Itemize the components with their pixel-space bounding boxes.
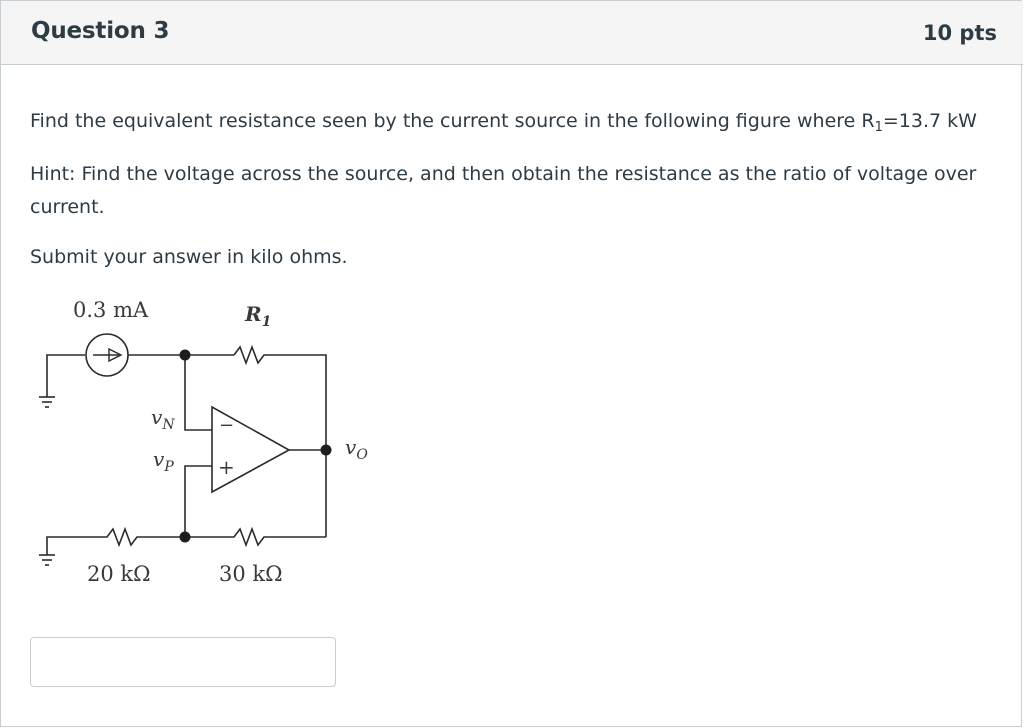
vp-wire xyxy=(185,466,212,537)
node-top xyxy=(180,350,191,361)
circuit-diagram xyxy=(31,287,391,607)
question-points: 10 pts xyxy=(922,21,997,45)
vo-label xyxy=(345,435,368,463)
opamp-minus-sign: − xyxy=(219,415,235,436)
question-title: Question 3 xyxy=(31,18,170,44)
ground-icon-bottom xyxy=(39,555,55,565)
hint-text: Hint: Find the voltage across the source, and then obtain the resistance as the ratio of voltage over current. xyxy=(30,163,977,218)
question-text-suffix: =13.7 kW xyxy=(882,110,977,132)
source-ground-wire xyxy=(47,355,85,397)
r-right-label: 30 kΩ xyxy=(219,562,283,586)
opamp-plus-sign: + xyxy=(218,455,235,479)
output-wire xyxy=(289,450,326,537)
source-label: 0.3 mA xyxy=(73,298,149,322)
r-left-label: 20 kΩ xyxy=(87,562,151,586)
r1-label-main: R xyxy=(245,302,262,326)
question-header xyxy=(1,1,1023,65)
vn-wire xyxy=(185,355,212,430)
vo-label-main: v xyxy=(345,435,357,459)
r1-label-sub: 1 xyxy=(261,314,272,330)
r-right-resistor xyxy=(185,529,326,545)
vn-label xyxy=(151,405,175,433)
question-text-prefix: Find the equivalent resistance seen by the current source in the following figure where R xyxy=(30,110,875,132)
question-text xyxy=(30,105,977,144)
node-bottom xyxy=(180,532,191,543)
submit-instructions: Submit your answer in kilo ohms. xyxy=(30,246,348,268)
ground-icon-top xyxy=(39,397,55,407)
vp-label-main: v xyxy=(153,447,165,471)
node-output xyxy=(321,445,332,456)
r1-label xyxy=(244,302,271,330)
vp-label-sub: P xyxy=(164,459,174,475)
vo-label-sub: O xyxy=(356,447,368,463)
vp-label xyxy=(153,447,174,475)
r1-resistor xyxy=(234,347,326,450)
question-text-subscript: 1 xyxy=(874,120,883,135)
answer-input[interactable] xyxy=(30,637,336,687)
r-left-resistor xyxy=(47,529,185,555)
vn-label-sub: N xyxy=(162,417,175,433)
vn-label-main: v xyxy=(151,405,163,429)
